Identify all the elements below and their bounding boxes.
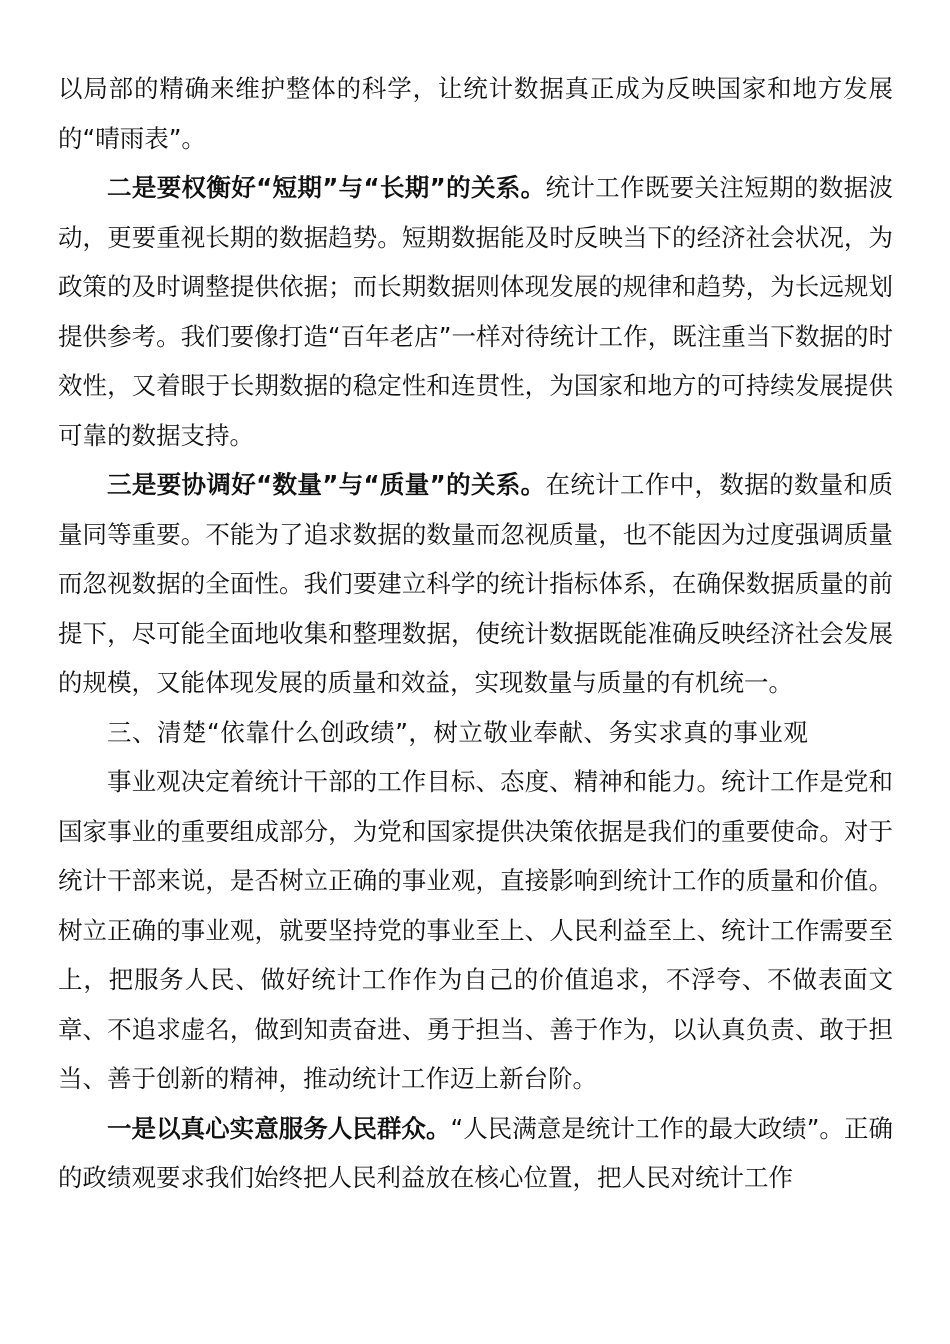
paragraph-lead: 一是以真心实意服务人民群众。: [107, 1113, 451, 1143]
paragraph-short-long-term: [58, 163, 893, 460]
section-heading-text: 三、清楚“依靠什么创政绩”，树立敬业奉献、务实求真的事业观: [107, 717, 809, 747]
paragraph-serve-people: [58, 1104, 893, 1203]
section-heading-3: [58, 708, 893, 758]
paragraph-text: 以局部的精确来维护整体的科学，让统计数据真正成为反映国家和地方发展的“晴雨表”。: [58, 74, 893, 153]
paragraph-lead: 二是要权衡好“短期”与“长期”的关系。: [107, 173, 546, 202]
paragraph-text: 统计工作既要关注短期的数据波动，更要重视长期的数据趋势。短期数据能及时反映当下的经济社会状况，为政策的及时调整提供依据；而长期数据则体现发展的规律和趋势，为长远规划提供参考。我们要像打造“百年老店”一样对待统计工作，既注重当下数据的时效性，又着眼于长期数据的稳定性和连贯性，为国家和地方的可持续发展提供可靠的数据支持。: [58, 173, 893, 450]
paragraph-lead: 三是要协调好“数量”与“质量”的关系。: [107, 470, 546, 499]
paragraph-quantity-quality: [58, 460, 893, 708]
paragraph-career-view: [58, 757, 893, 1104]
paragraph-text: 在统计工作中，数据的数量和质量同等重要。不能为了追求数据的数量而忽视质量，也不能因为过度强调质量而忽视数据的全面性。我们要建立科学的统计指标体系，在确保数据质量的前提下，尽可能全面地收集和整理数据，使统计数据既能准确反映经济社会发展的规模，又能体现发展的质量和效益，实现数量与质量的有机统一。: [58, 470, 893, 697]
paragraph-continuation: [58, 64, 893, 163]
paragraph-text: “人民满意是统计工作的最大政绩”。正确的政绩观要求我们始终把人民利益放在核心位置，把人民对统计工作: [58, 1113, 893, 1192]
document-page: [58, 64, 893, 1203]
paragraph-text: 事业观决定着统计干部的工作目标、态度、精神和能力。统计工作是党和国家事业的重要组成部分，为党和国家提供决策依据是我们的重要使命。对于统计干部来说，是否树立正确的事业观，直接影响到统计工作的质量和价值。树立正确的事业观，就要坚持党的事业至上、人民利益至上、统计工作需要至上，把服务人民、做好统计工作作为自己的价值追求，不浮夸、不做表面文章、不追求虚名，做到知责奋进、勇于担当、善于作为，以认真负责、敢于担当、善于创新的精神，推动统计工作迈上新台阶。: [58, 767, 893, 1093]
